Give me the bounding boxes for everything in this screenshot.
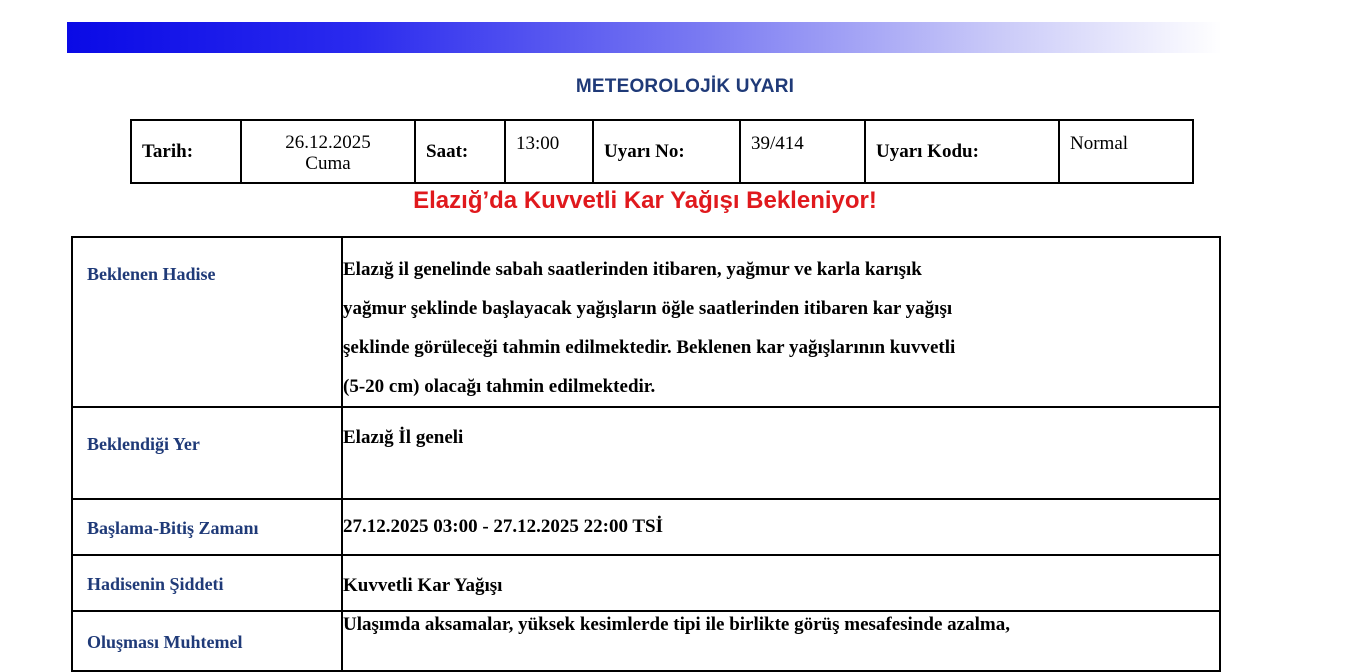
warning-no-value: 39/414 xyxy=(740,120,865,183)
date-value xyxy=(241,120,415,183)
expected-event-line-3: şeklinde görüleceği tahmin edilmektedir. Beklenen kar yağışlarının kuvvetli xyxy=(343,337,956,358)
warning-no-label: Uyarı No: xyxy=(593,120,740,183)
expected-place-value: Elazığ İl geneli xyxy=(342,407,1220,499)
header-gradient-bar xyxy=(67,22,1222,53)
table-row-severity xyxy=(72,555,1220,611)
table-row-expected-place xyxy=(72,407,1220,499)
expected-event-line-2: yağmur şeklinde başlayacak yağışların öğle saatlerinden itibaren kar yağışı xyxy=(343,298,953,319)
day-text: Cuma xyxy=(305,153,351,174)
expected-event-line-1: Elazığ il genelinde sabah saatlerinden itibaren, yağmur ve karla karışık xyxy=(343,259,922,280)
table-row-expected-event xyxy=(72,237,1220,407)
expected-event-line-4: (5-20 cm) olacağı tahmin edilmektedir. xyxy=(343,376,656,397)
severity-label: Hadisenin Şiddeti xyxy=(72,555,342,611)
warning-headline: Elazığ’da Kuvvetli Kar Yağışı Bekleniyor! xyxy=(413,187,877,214)
warning-code-label: Uyarı Kodu: xyxy=(865,120,1059,183)
warning-info-table xyxy=(130,119,1194,184)
expected-place-label: Beklendiği Yer xyxy=(72,407,342,499)
possible-effects-value: Ulaşımda aksamalar, yüksek kesimlerde tipi ile birlikte görüş mesafesinde azalma, xyxy=(342,611,1220,671)
possible-effects-label: Oluşması Muhtemel xyxy=(72,611,342,671)
expected-event-label: Beklenen Hadise xyxy=(72,237,342,407)
table-row-time-range xyxy=(72,499,1220,555)
table-row-possible-effects xyxy=(72,611,1220,671)
document-title: METEOROLOJİK UYARI xyxy=(575,76,795,97)
info-row xyxy=(131,120,1193,183)
time-value: 13:00 xyxy=(505,120,593,183)
time-range-value: 27.12.2025 03:00 - 27.12.2025 22:00 TSİ xyxy=(342,499,1220,555)
date-text: 26.12.2025 xyxy=(285,132,371,153)
time-label: Saat: xyxy=(415,120,505,183)
date-label: Tarih: xyxy=(131,120,241,183)
expected-event-value xyxy=(342,237,1220,407)
time-range-label: Başlama-Bitiş Zamanı xyxy=(72,499,342,555)
warning-details-table xyxy=(71,236,1221,672)
severity-value: Kuvvetli Kar Yağışı xyxy=(342,555,1220,611)
warning-code-value: Normal xyxy=(1059,120,1193,183)
